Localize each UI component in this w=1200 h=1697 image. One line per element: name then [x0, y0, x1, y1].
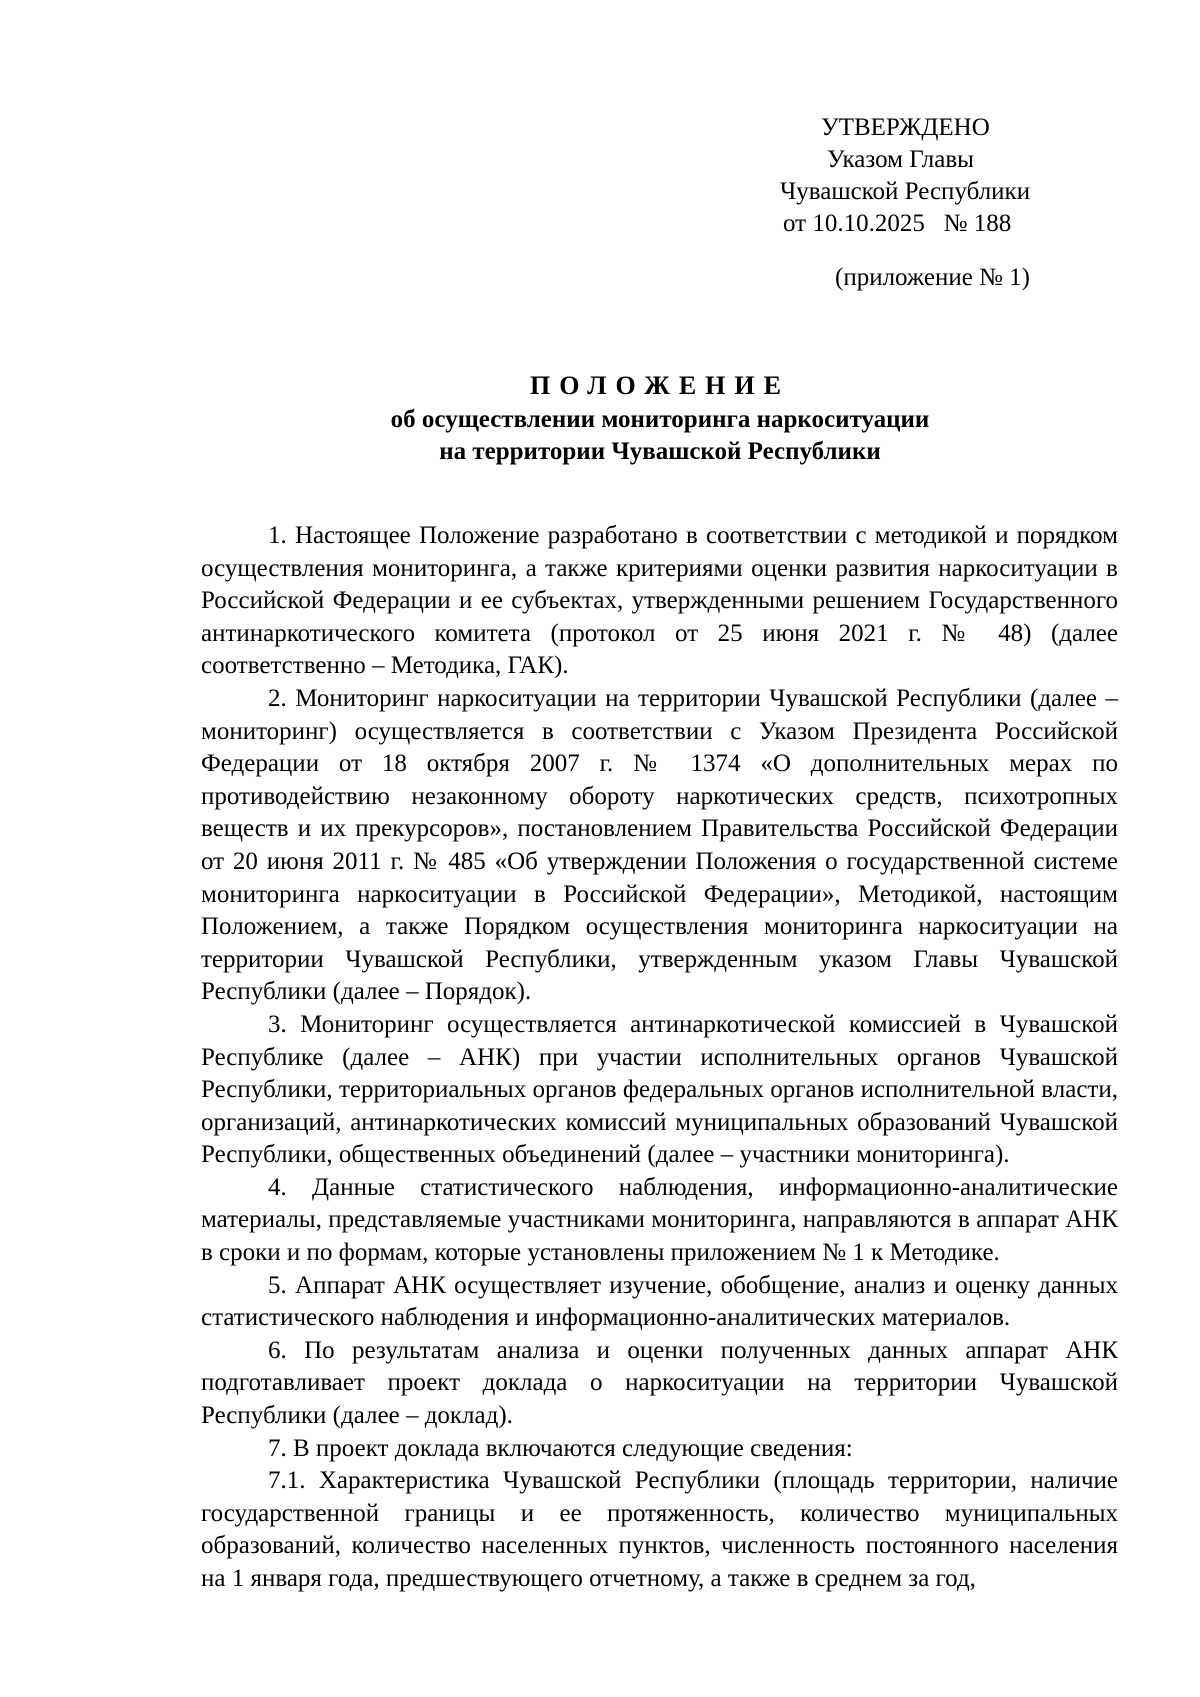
approval-date-number: от 10.10.2025 № 188	[783, 210, 1012, 237]
title-subtitle-line-1: об осуществлении мониторинга наркоситуации	[390, 406, 930, 433]
approval-stamp	[780, 112, 1080, 294]
paragraph-7: 7. В проект доклада включаются следующие сведения:	[268, 1434, 853, 1462]
paragraph-6: 6. По результатам анализа и оценки полученных данных аппарат АНК подготавливает проект доклада о наркоситуации на территории Чувашской Республики (далее – доклад).	[201, 1336, 1118, 1430]
title-main: ПОЛОЖЕНИЕ	[530, 371, 790, 400]
paragraph-3: 3. Мониторинг осуществляется антинаркотической комиссией в Чувашской Республике (далее – АНК) при участии исполнительных органов Чувашской Республики, территориальных органов федеральных органов исполнительной власти, организаций, антинаркотических комиссий муниципальных образований Чувашской Республики, общественных объединений (далее – участники мониторинга).	[201, 1010, 1118, 1169]
document-body	[201, 520, 1118, 1596]
paragraph-5: 5. Аппарат АНК осуществляет изучение, обобщение, анализ и оценку данных статистического наблюдения и информационно-аналитических материалов.	[201, 1271, 1118, 1332]
paragraph-4: 4. Данные статистического наблюдения, информационно-аналитические материалы, представляемые участниками мониторинга, направляются в аппарат АНК в сроки и по формам, которые установлены приложением № 1 к Методике.	[201, 1173, 1118, 1267]
paragraph-2: 2. Мониторинг наркоситуации на территории Чувашской Республики (далее – мониторинг) осуществляется в соответствии с Указом Президента Российской Федерации от 18 октября 2007 г. № 1374 «О дополнительных мерах по противодействию незаконному обороту наркотических средств, психотропных веществ и их прекурсоров», постановлением Правительства Российской Федерации от 20 июня 2011 г. № 485 «Об утверждении Положения о государственной системе мониторинга наркоситуации в Российской Федерации», Методикой, настоящим Положением, а также Порядком осуществления мониторинга наркоситуации на территории Чувашской Республики, утвержденным указом Главы Чувашской Республики (далее – Порядок).	[201, 684, 1118, 1006]
approval-approved-label: УТВЕРЖДЕНО	[821, 114, 990, 141]
appendix-label: (приложение № 1)	[835, 264, 1031, 291]
approval-decree-line: Указом Главы	[827, 146, 974, 173]
paragraph-7-1: 7.1. Характеристика Чувашской Республики (площадь территории, наличие государственной границы и ее протяженность, количество муниципальных образований, количество населенных пунктов, численность постоянного населения на 1 января года, предшествующего отчетному, а также в среднем за год,	[201, 1467, 1118, 1592]
approval-republic-line: Чувашской Республики	[780, 178, 1031, 205]
title-subtitle-line-2: на территории Чувашской Республики	[439, 438, 881, 465]
paragraph-1: 1. Настоящее Положение разработано в соответствии с методикой и порядком осуществления мониторинга, а также критериями оценки развития наркоситуации в Российской Федерации и ее субъектах, утвержденными решением Государственного антинаркотического комитета (протокол от 25 июня 2021 г. № 48) (далее соответственно – Методика, ГАК).	[201, 522, 1118, 680]
document-title	[200, 370, 1120, 468]
